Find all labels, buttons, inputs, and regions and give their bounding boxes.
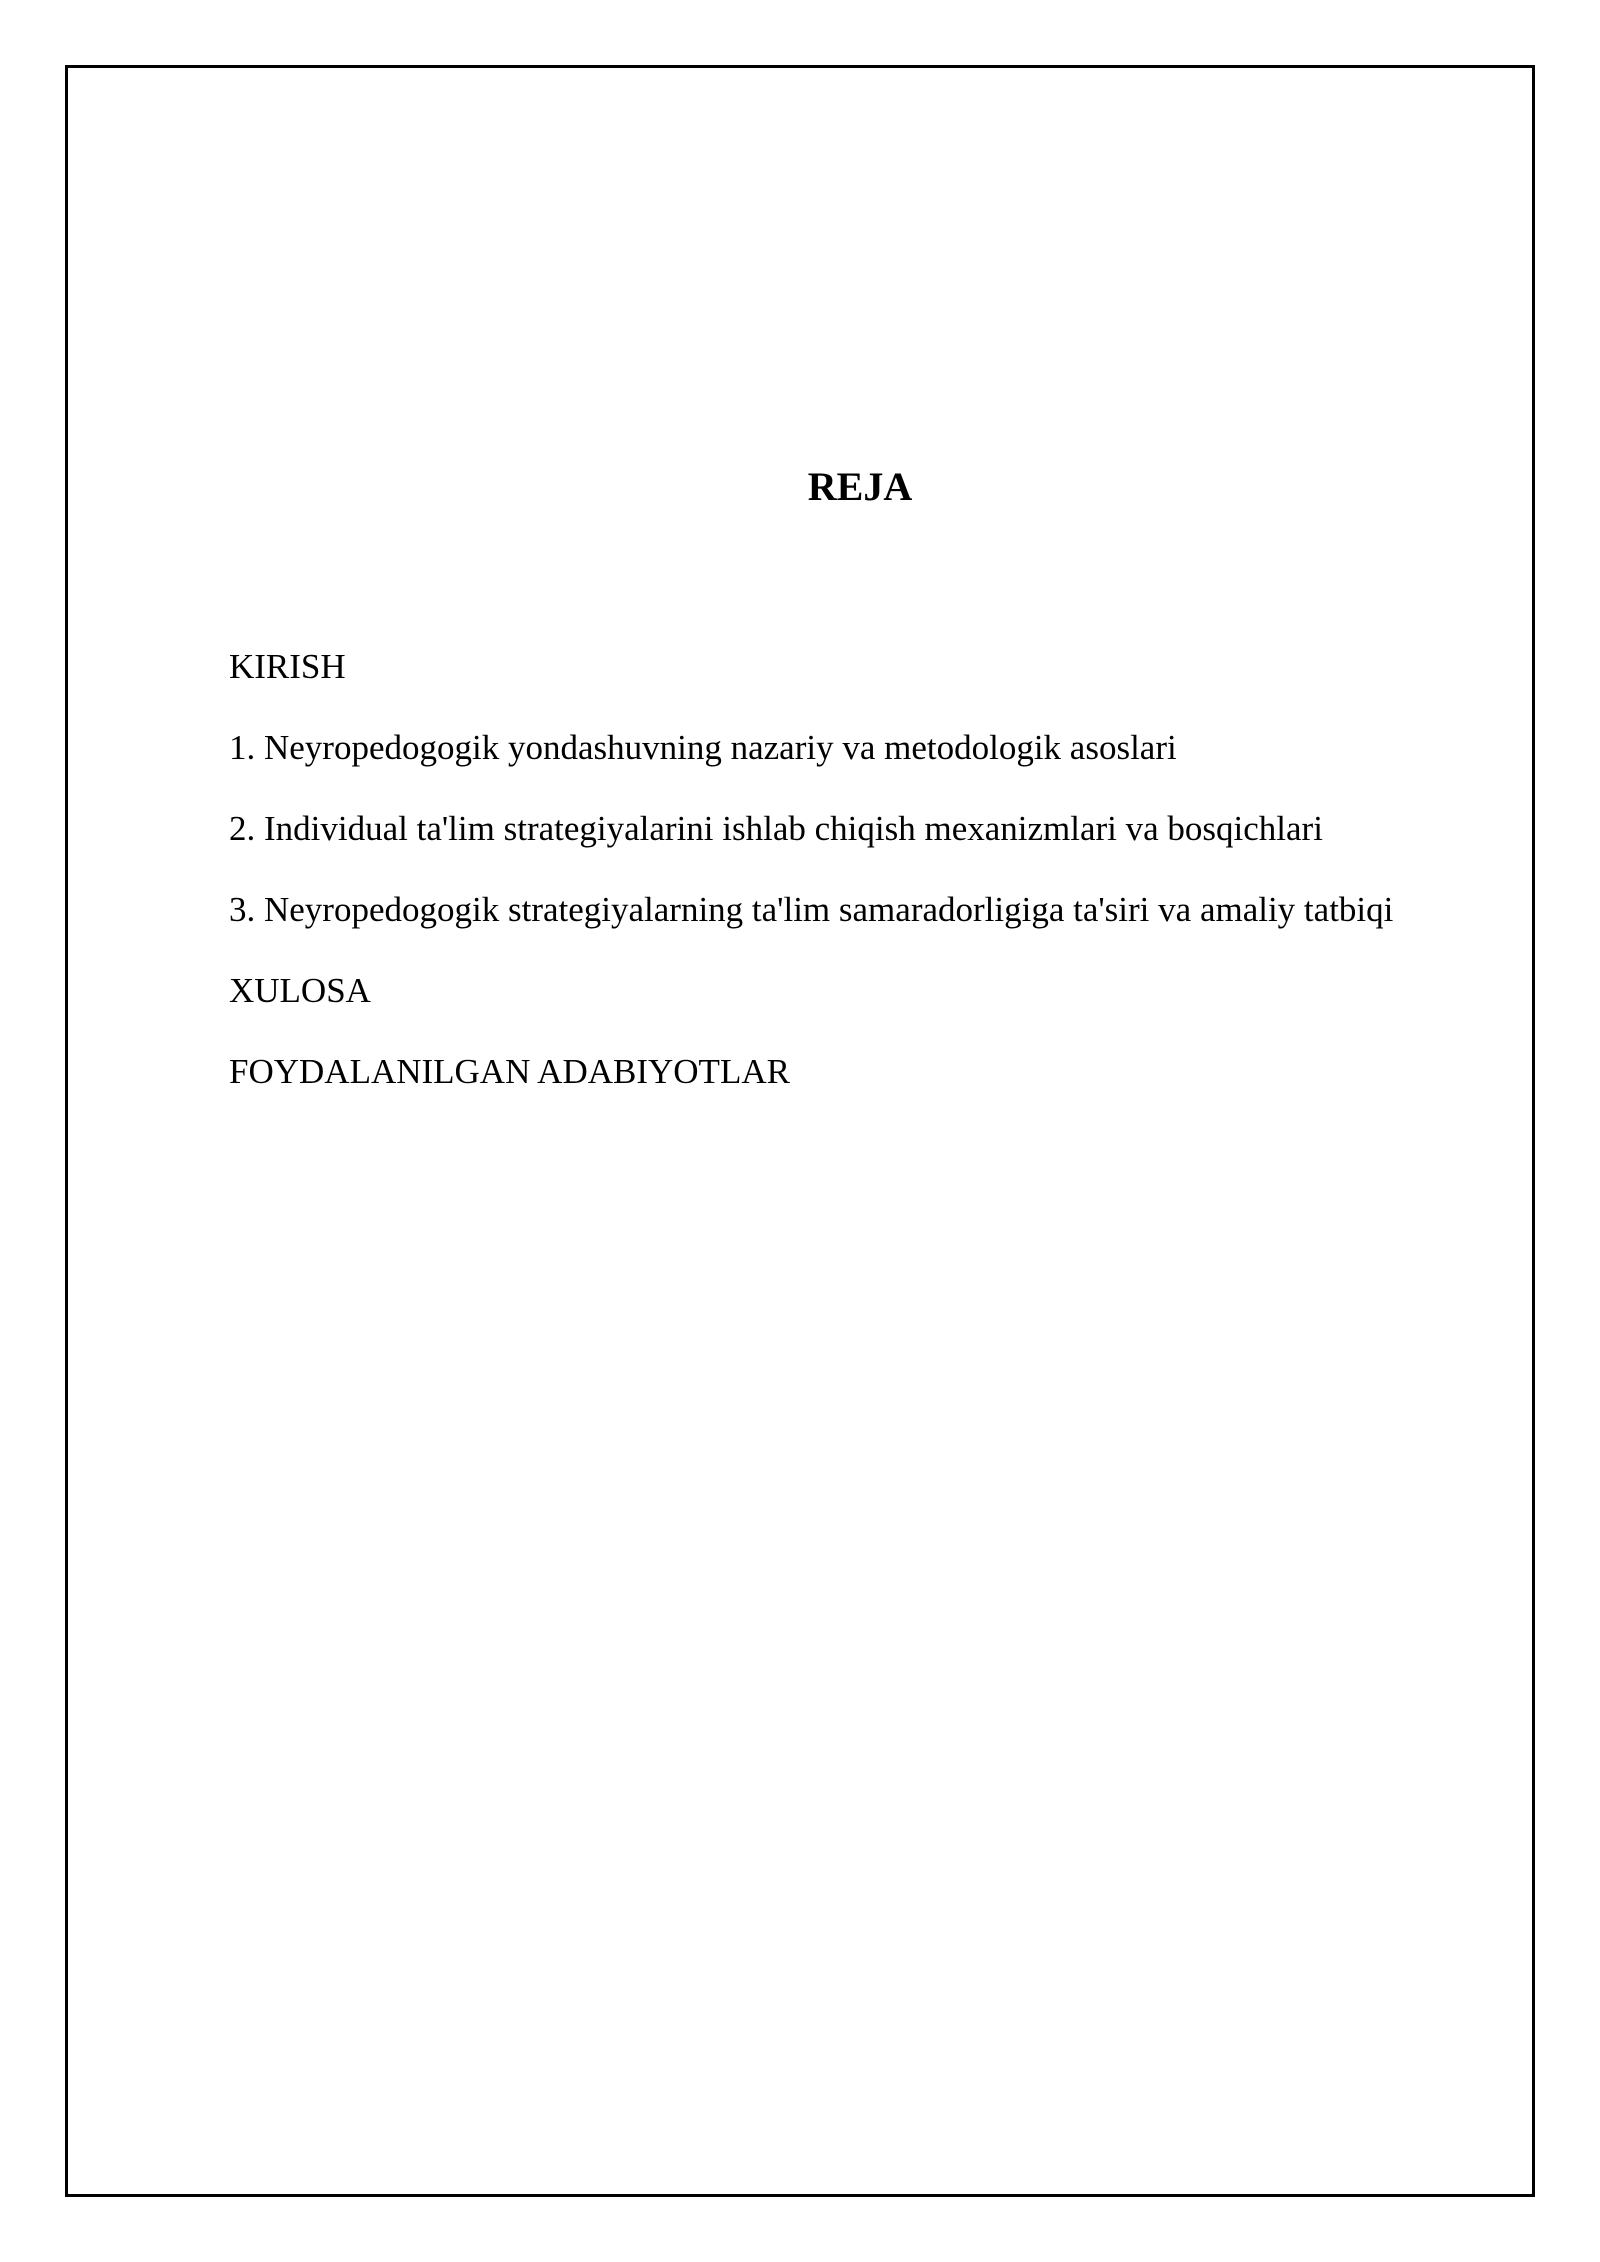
toc-item-chapter-1: 1. Neyropedogogik yondashuvning nazariy va metodologik asoslari	[229, 728, 1177, 767]
toc-item-chapter-3: 3. Neyropedogogik strategiyalarning ta'lim samaradorligiga ta'siri va amaliy tatbiqi	[229, 890, 1394, 929]
toc-item-introduction: KIRISH	[229, 647, 346, 686]
page-border	[65, 65, 1535, 2197]
toc-item-references: FOYDALANILGAN ADABIYOTLAR	[229, 1052, 790, 1091]
table-of-contents	[229, 641, 1393, 1127]
toc-item-chapter-2: 2. Individual ta'lim strategiyalarini ishlab chiqish mexanizmlari va bosqichlari	[229, 809, 1323, 848]
page-title: REJA	[807, 464, 913, 509]
toc-item-conclusion: XULOSA	[229, 971, 371, 1010]
